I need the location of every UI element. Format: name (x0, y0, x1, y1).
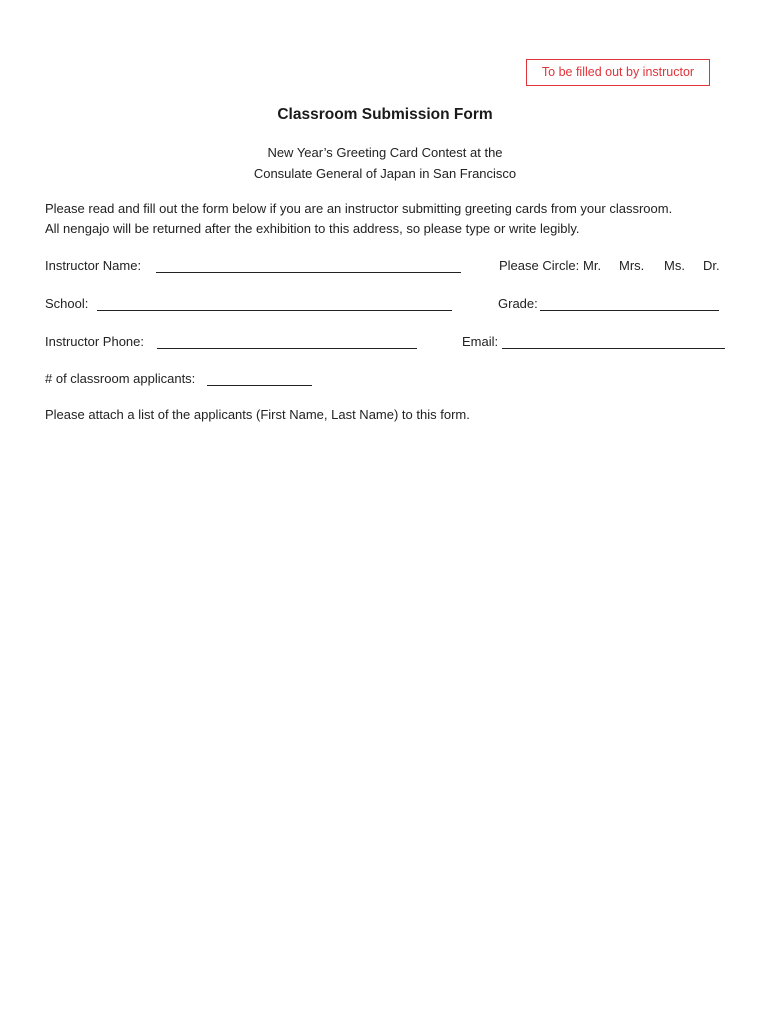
instructor-phone-field[interactable] (157, 348, 417, 349)
attach-list-note: Please attach a list of the applicants (First Name, Last Name) to this form. (45, 407, 470, 422)
school-label: School: (45, 296, 89, 311)
grade-field[interactable] (540, 310, 719, 311)
stamp-text: To be filled out by instructor (541, 65, 695, 79)
form-title: Classroom Submission Form (277, 106, 493, 123)
title-option-mr[interactable]: Mr. (583, 258, 602, 273)
instructor-name-label: Instructor Name: (45, 258, 142, 273)
instructor-name-field[interactable] (156, 272, 461, 273)
subtitle-line-1: New Year’s Greeting Card Contest at the (267, 145, 503, 160)
email-label: Email: (462, 334, 499, 349)
grade-label: Grade: (498, 296, 538, 311)
title-option-dr[interactable]: Dr. (703, 258, 720, 273)
instructions-line-1: Please read and fill out the form below if you are an instructor submitting greeting cards from your classroom. (45, 201, 673, 216)
email-field[interactable] (502, 348, 725, 349)
please-circle-label: Please Circle: (499, 258, 580, 273)
school-field[interactable] (97, 310, 452, 311)
instructor-phone-label: Instructor Phone: (45, 334, 144, 349)
applicants-field[interactable] (207, 385, 312, 386)
instructions-line-2: All nengajo will be returned after the exhibition to this address, so please type or write legibly. (45, 221, 580, 236)
applicants-label: # of classroom applicants: (45, 371, 196, 386)
title-option-mrs[interactable]: Mrs. (619, 258, 645, 273)
instructor-stamp-box (526, 59, 710, 86)
subtitle-line-2: Consulate General of Japan in San Francisco (253, 166, 517, 181)
title-option-ms[interactable]: Ms. (664, 258, 685, 273)
